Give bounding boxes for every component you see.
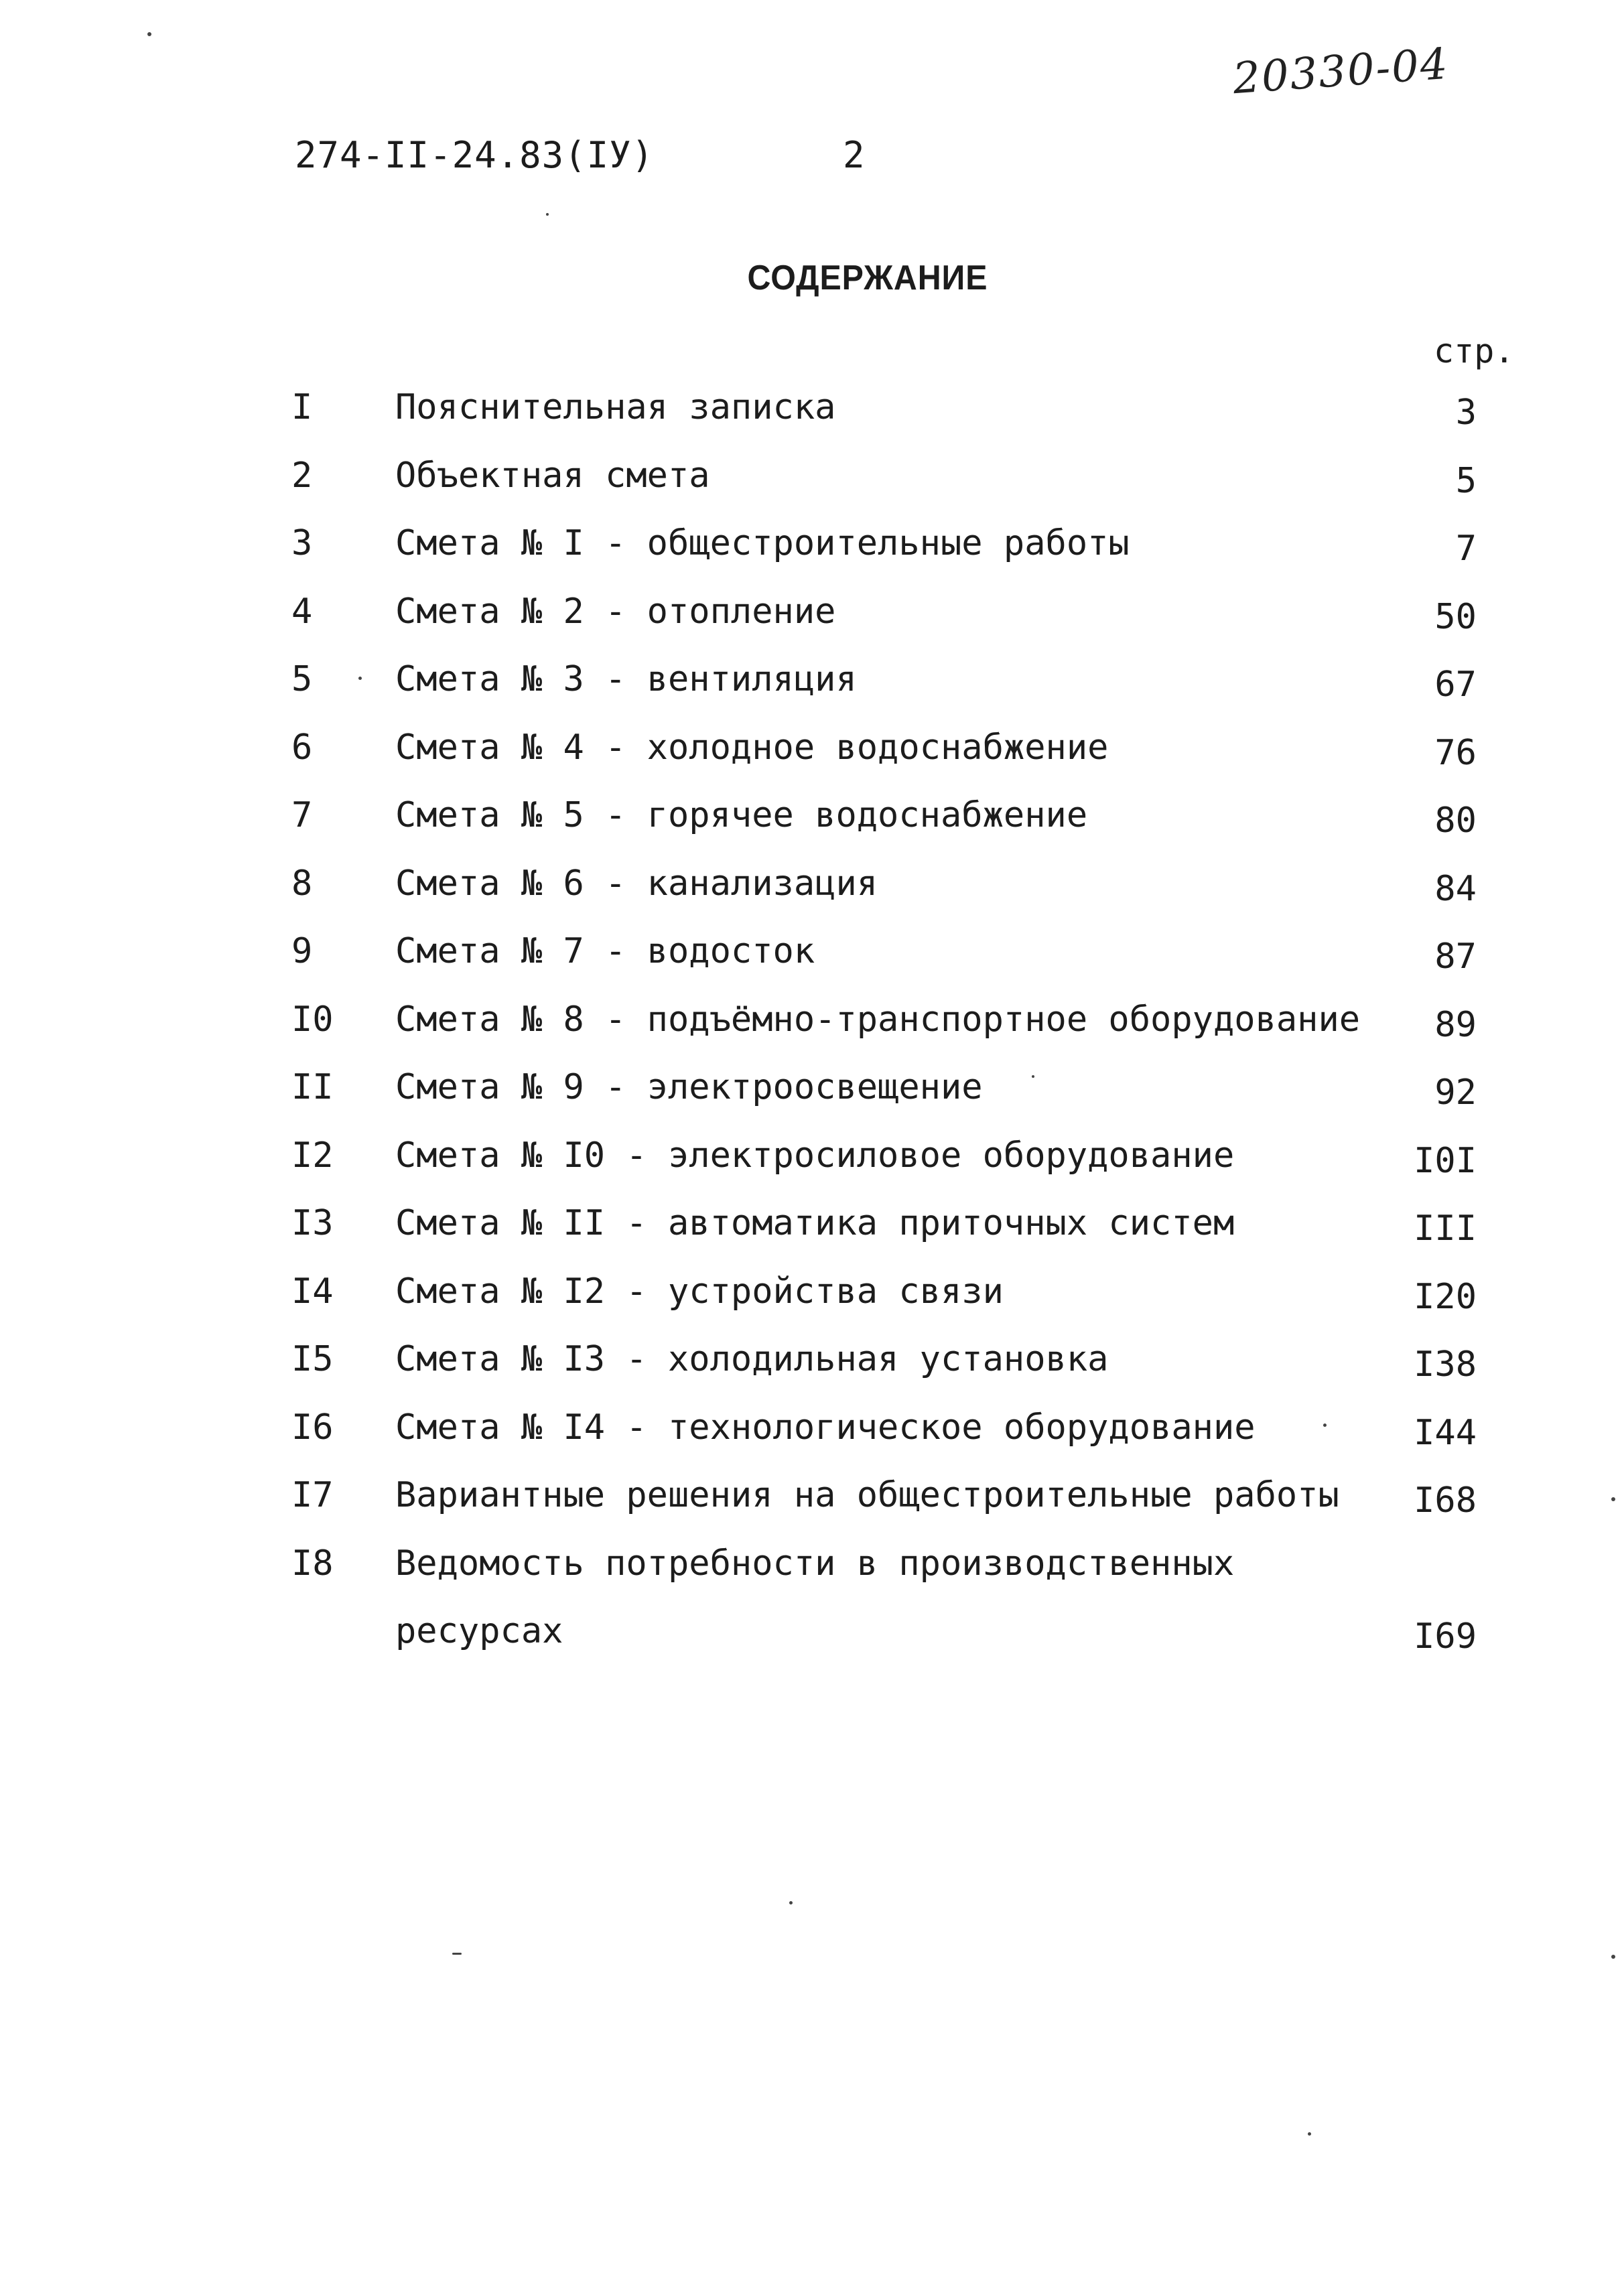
toc-item-page: I20 [1414,1276,1477,1317]
toc-item-title: ресурсах [395,1611,563,1651]
toc-item-page: 80 [1434,801,1477,841]
scan-speck [147,32,151,36]
toc-item-page: I38 [1414,1344,1477,1385]
handwritten-archive-number: 20330-04 [1231,39,1450,105]
toc-item-page: III [1414,1208,1477,1249]
toc-item-number: I6 [291,1407,334,1448]
toc-row [0,795,1624,863]
scan-speck [546,213,549,216]
toc-row [0,1407,1624,1476]
toc-row [0,1475,1624,1543]
toc-item-title: Смета № 9 - электроосвещение [395,1067,983,1107]
toc-item-title: Смета № I - общестроительные работы [395,523,1130,563]
scan-speck [789,1901,793,1904]
toc-item-number: 3 [291,523,313,563]
toc-row-continuation [0,1611,1624,1679]
toc-item-title: Смета № I0 - электросиловое оборудование [395,1135,1235,1176]
toc-item-page: 7 [1455,529,1477,569]
toc-row [0,863,1624,932]
toc-item-page: 84 [1434,868,1477,909]
toc-item-number: II [291,1067,334,1107]
scan-speck [358,677,362,680]
scan-speck [1308,2132,1311,2136]
toc-item-page: 3 [1455,393,1477,433]
toc-item-title: Пояснительная записка [395,387,836,427]
toc-item-title: Вариантные решения на общестроительные работы [395,1475,1339,1515]
toc-row [0,659,1624,727]
document-code: 274-II-24.83(IУ) [295,134,655,176]
toc-item-number: 4 [291,591,313,632]
toc-item-page: I68 [1414,1480,1477,1521]
toc-item-number: I4 [291,1271,334,1312]
toc-item-page: 50 [1434,596,1477,637]
toc-row [0,1339,1624,1407]
toc-item-page: I44 [1414,1412,1477,1453]
toc-item-number: I [291,387,313,427]
toc-item-page: I0I [1414,1140,1477,1181]
scan-speck [1323,1424,1327,1427]
pages-column-label: стр. [1434,332,1515,370]
scan-speck [1611,1955,1615,1959]
table-of-contents [0,387,1624,1679]
toc-item-number: 6 [291,727,313,768]
toc-item-page: 5 [1455,460,1477,501]
toc-item-title: Смета № 2 - отопление [395,591,836,632]
toc-row [0,1271,1624,1340]
toc-item-page: 76 [1434,732,1477,773]
toc-item-number: I3 [291,1203,334,1243]
toc-row [0,1203,1624,1271]
toc-item-page: I69 [1414,1616,1477,1657]
toc-row [0,1543,1624,1612]
toc-item-number: 8 [291,863,313,904]
toc-row [0,999,1624,1068]
toc-item-title: Смета № I4 - технологическое оборудование [395,1407,1256,1448]
toc-item-number: I2 [291,1135,334,1176]
toc-item-number: 9 [291,931,313,971]
toc-row [0,1067,1624,1135]
toc-row [0,523,1624,592]
toc-item-title: Смета № 6 - канализация [395,863,878,904]
toc-item-number: I8 [291,1543,334,1584]
toc-item-title: Смета № I2 - устройства связи [395,1271,1004,1312]
scan-speck [1032,1075,1034,1078]
toc-item-number: I7 [291,1475,334,1515]
toc-item-number: I5 [291,1339,334,1379]
page-number: 2 [843,134,865,176]
toc-item-title: Объектная смета [395,455,710,496]
toc-item-page: 89 [1434,1004,1477,1045]
toc-item-title: Смета № I3 - холодильная установка [395,1339,1109,1379]
toc-row [0,727,1624,796]
toc-item-page: 92 [1434,1072,1477,1113]
toc-row [0,387,1624,456]
toc-item-page: 87 [1434,937,1477,977]
toc-item-title: Смета № 4 - холодное водоснабжение [395,727,1109,768]
toc-item-title: Смета № II - автоматика приточных систем [395,1203,1235,1243]
page-title: СОДЕРЖАНИЕ [747,259,988,297]
scan-speck [1611,1497,1615,1501]
toc-row [0,931,1624,999]
toc-row [0,456,1624,524]
toc-item-number: I0 [291,999,334,1040]
scan-speck [452,1953,462,1955]
toc-item-title: Смета № 5 - горячее водоснабжение [395,795,1088,835]
toc-item-title: Ведомость потребности в производственных [395,1543,1235,1584]
toc-item-title: Смета № 7 - водосток [395,931,815,971]
toc-item-number: 2 [291,455,313,496]
toc-row [0,592,1624,660]
toc-item-number: 5 [291,659,313,699]
toc-item-title: Смета № 8 - подъёмно-транспортное оборудование [395,999,1361,1040]
toc-row [0,1135,1624,1204]
toc-item-number: 7 [291,795,313,835]
toc-item-title: Смета № 3 - вентиляция [395,659,857,699]
toc-item-page: 67 [1434,665,1477,705]
